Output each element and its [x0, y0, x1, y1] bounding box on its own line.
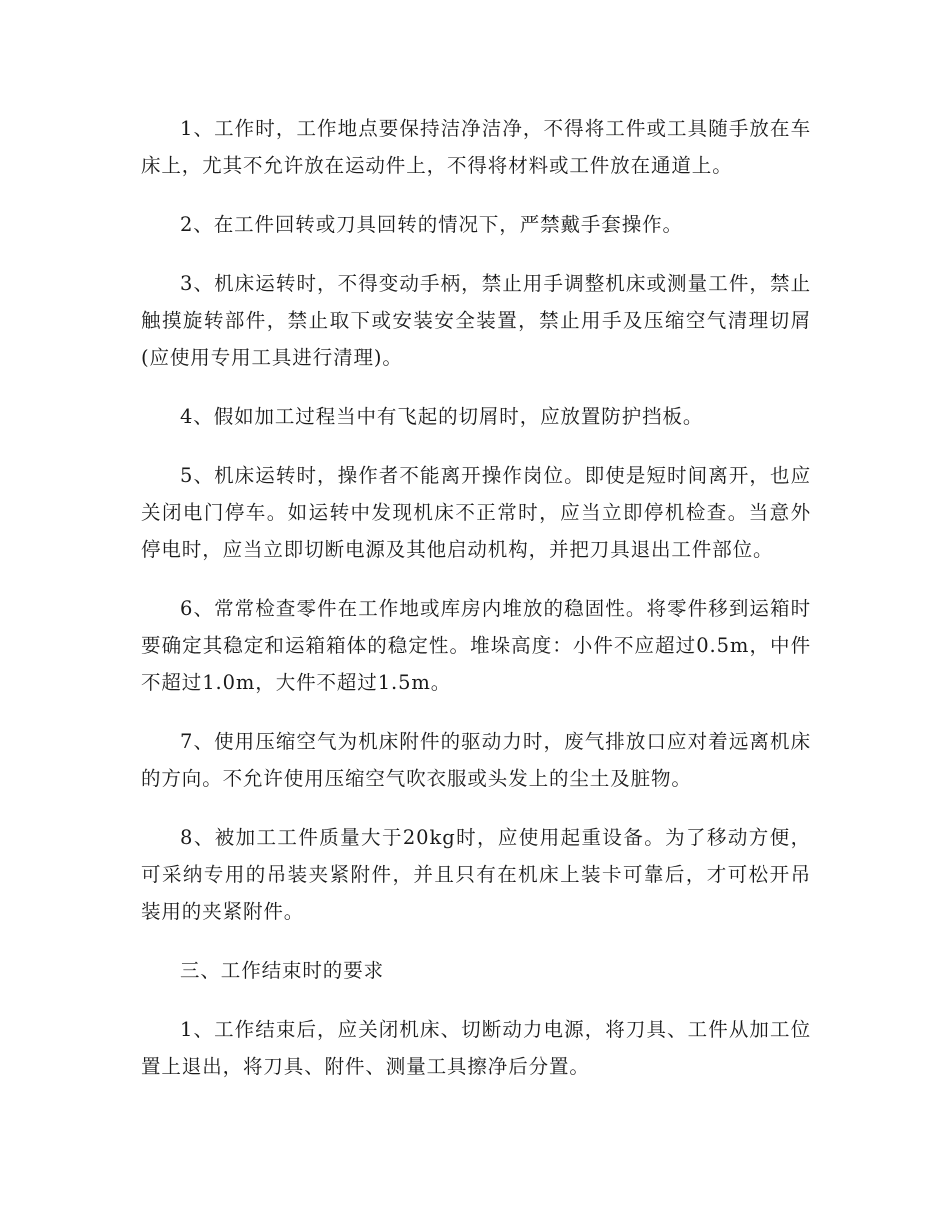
- document-page: [141, 110, 811, 1107]
- paragraph-rule-7: 7、使用压缩空气为机床附件的驱动力时，废气排放口应对着远离机床的方向。不允许使用压缩空气吹衣服或头发上的尘土及脏物。: [141, 730, 811, 790]
- section-heading: 三、工作结束时的要求: [180, 959, 385, 982]
- paragraph-rule-2: 2、在工件回转或刀具回转的情况下，严禁戴手套操作。: [180, 213, 683, 236]
- paragraph-rule-5: 5、机床运转时，操作者不能离开操作岗位。即使是短时间离开，也应关闭电门停车。如运转中发现机床不正常时，应当立即停机检查。当意外停电时，应当立即切断电源及其他启动机构，并把刀具退出工件部位。: [141, 464, 811, 561]
- paragraph-rule-8: 8、被加工工件质量大于20kg时，应使用起重设备。为了移动方便，可采纳专用的吊装夹紧附件，并且只有在机床上装卡可靠后，才可松开吊装用的夹紧附件。: [141, 826, 811, 923]
- paragraph-rule-6: 6、常常检查零件在工作地或库房内堆放的稳固性。将零件移到运箱时要确定其稳定和运箱箱体的稳定性。堆垛高度：小件不应超过0.5m，中件不超过1.0m，大件不超过1.5m。: [141, 597, 811, 694]
- paragraph-rule-1: 1、工作时，工作地点要保持洁净洁净，不得将工件或工具随手放在车床上，尤其不允许放在运动件上，不得将材料或工件放在通道上。: [141, 117, 811, 177]
- paragraph-end-rule-1: 1、工作结束后，应关闭机床、切断动力电源，将刀具、工件从加工位置上退出，将刀具、附件、测量工具擦净后分置。: [141, 1018, 811, 1078]
- paragraph-rule-4: 4、假如加工过程当中有飞起的切屑时，应放置防护挡板。: [180, 405, 704, 428]
- paragraph-rule-3: 3、机床运转时，不得变动手柄，禁止用手调整机床或测量工件，禁止触摸旋转部件，禁止取下或安装安全装置，禁止用手及压缩空气清理切屑(应使用专用工具进行清理)。: [141, 272, 811, 369]
